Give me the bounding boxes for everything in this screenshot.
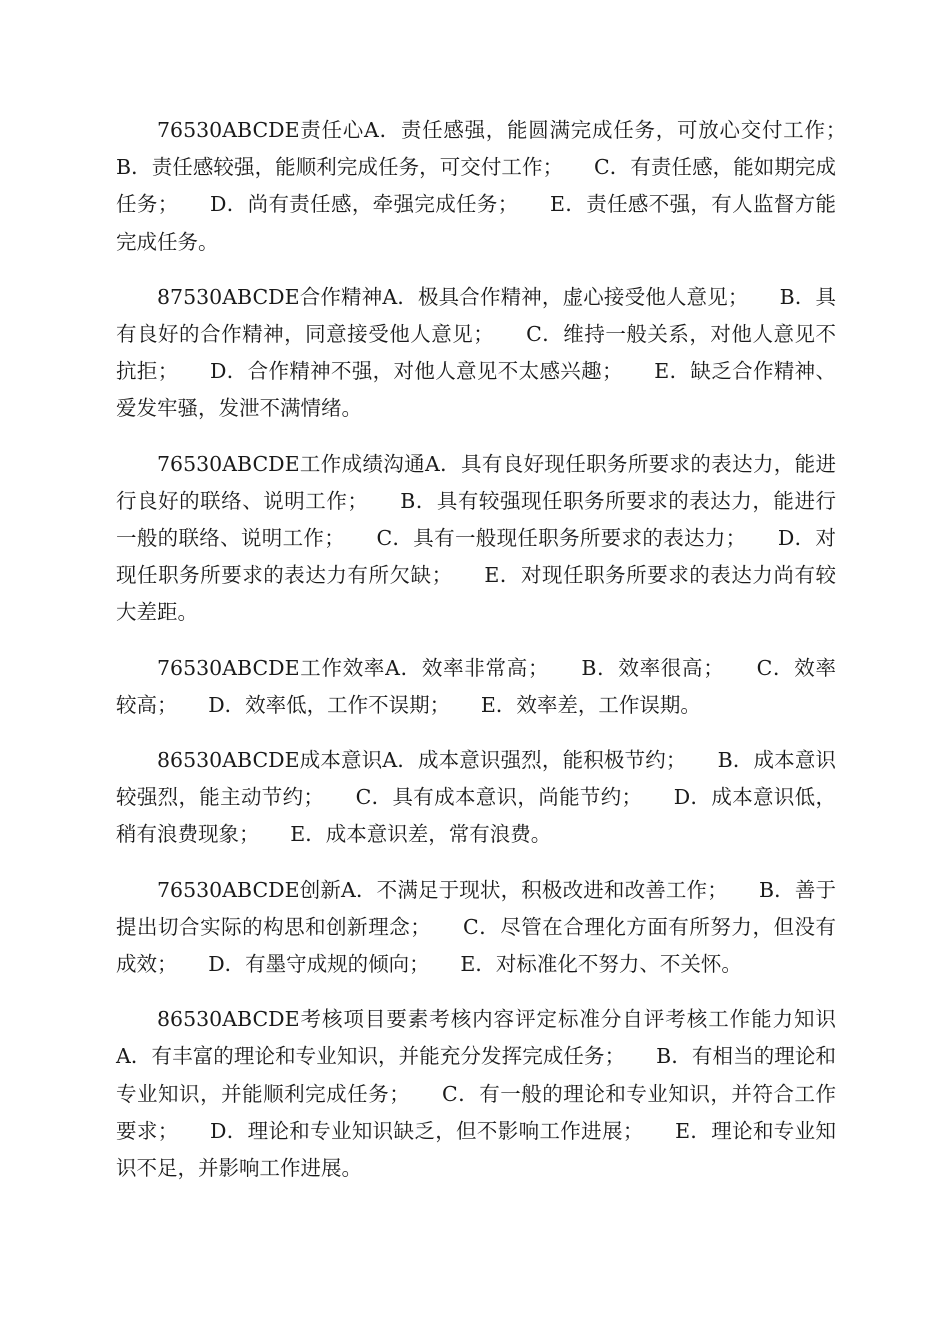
paragraph-innovation: 76530ABCDE创新A．不满足于现状，积极改进和改善工作； B．善于提出切合实际的构思和创新理念； C．尽管在合理化方面有所努力，但没有成效； D．有墨守成规的倾向； E．对标准化不努力、不关怀。 xyxy=(116,877,836,977)
paragraph-responsibility: 76530ABCDE责任心A．责任感强，能圆满完成任务，可放心交付工作； B．责任感较强，能顺利完成任务，可交付工作； C．有责任感，能如期完成任务； D．尚有责任感，牵强完成任务； E．责任感不强，有人监督方能完成任务。 xyxy=(116,118,877,254)
paragraph-communication: 76530ABCDE工作成绩沟通A．具有良好现任职务所要求的表达力，能进行良好的联络、说明工作； B．具有较强现任职务所要求的表达力，能进行一般的联络、说明工作； C．具有一般现任职务所要求的表达力； D．对现任职务所要求的表达力有所欠缺； E．对现任职务所要求的表达力尚有较大差距。 xyxy=(116,451,836,625)
paragraph-cost-awareness: 86530ABCDE成本意识A．成本意识强烈，能积极节约； B．成本意识较强烈，能主动节约； C．具有成本意识，尚能节约； D．成本意识低，稍有浪费现象； E．成本意识差，常有浪费。 xyxy=(116,748,836,847)
paragraph-teamwork: 87530ABCDE合作精神A．极具合作精神，虚心接受他人意见； B．具有良好的合作精神，同意接受他人意见； C．维持一般关系，对他人意见不抗拒； D．合作精神不强，对他人意见不太感兴趣； E．缺乏合作精神、爱发牢骚，发泄不满情绪。 xyxy=(116,284,836,421)
paragraph-efficiency: 76530ABCDE工作效率A．效率非常高； B．效率很高； C．效率较高； D．效率低，工作不误期； E．效率差，工作误期。 xyxy=(116,655,836,717)
paragraph-knowledge: 86530ABCDE考核项目要素考核内容评定标准分自评考核工作能力知识A．有丰富的理论和专业知识，并能充分发挥完成任务； B．有相当的理论和专业知识，并能顺利完成任务； C．有一般的理论和专业知识，并符合工作要求； D．理论和专业知识缺乏，但不影响工作进展； E．理论和专业知识不足，并影响工作进展。 xyxy=(116,1007,836,1181)
document-body xyxy=(116,112,877,1205)
